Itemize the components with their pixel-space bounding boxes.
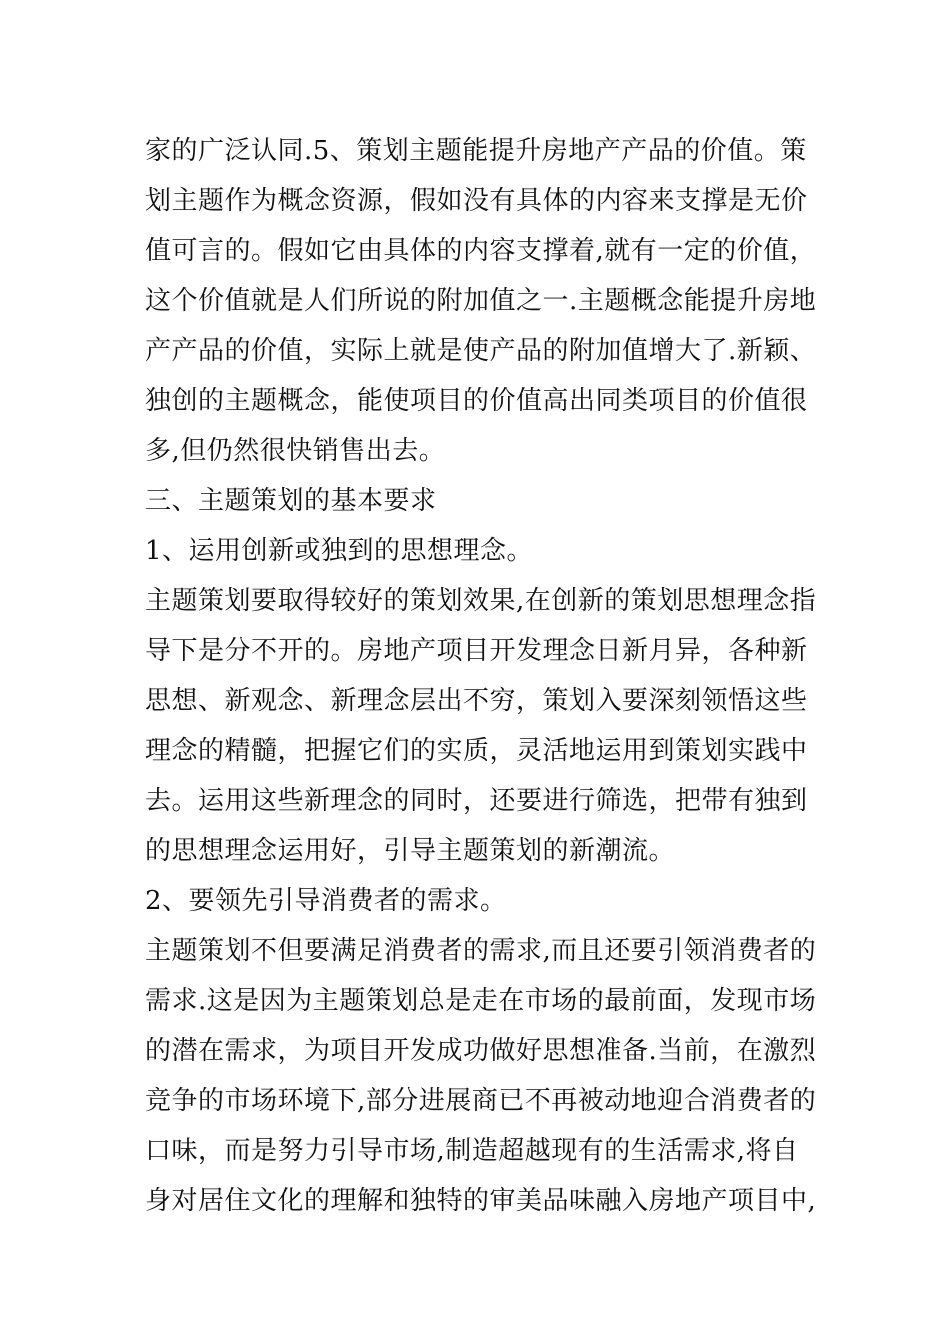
text-line: 划主题作为概念资源，假如没有具体的内容来支撑是无价 [145, 186, 808, 216]
text-line: 的思想理念运用好，引导主题策划的新潮流。 [145, 836, 676, 866]
text-line: 竞争的市场环境下,部分进展商已不再被动地迎合消费者的 [145, 1086, 817, 1116]
text-line: 去。运用这些新理念的同时，还要进行筛选，把带有独到 [145, 786, 808, 816]
text-line: 思想、新观念、新理念层出不穷，策划入要深刻领悟这些 [145, 686, 808, 716]
text-line: 产产品的价值，实际上就是使产品的附加值增大了.新颖、 [145, 336, 817, 366]
subsection-heading: 2、要领先引导消费者的需求。 [145, 886, 507, 916]
text-line: 需求.这是因为主题策划总是走在市场的最前面，发现市场 [145, 986, 817, 1016]
subsection-heading: 1、运用创新或独到的思想理念。 [145, 536, 534, 566]
text-line: 的潜在需求，为项目开发成功做好思想准备.当前，在激烈 [145, 1036, 817, 1066]
text-line: 口味，而是努力引导市场,制造超越现有的生活需求,将自 [145, 1136, 799, 1166]
text-line: 主题策划要取得较好的策划效果,在创新的策划思想理念指 [145, 586, 817, 616]
text-line: 家的广泛认同.5、策划主题能提升房地产产品的价值。策 [145, 136, 807, 166]
text-line: 主题策划不但要满足消费者的需求,而且还要引领消费者的 [145, 936, 817, 966]
text-line: 值可言的。假如它由具体的内容支撑着,就有一定的价值， [145, 236, 817, 266]
text-line: 这个价值就是人们所说的附加值之一.主题概念能提升房地 [145, 286, 817, 316]
text-line: 身对居住文化的理解和独特的审美品味融入房地产项目中, [145, 1186, 817, 1216]
text-line: 多,但仍然很快销售出去。 [145, 436, 446, 466]
text-line: 独创的主题概念，能使项目的价值高出同类项目的价值很 [145, 386, 808, 416]
text-line: 导下是分不开的。房地产项目开发理念日新月异，各种新 [145, 636, 808, 666]
document-body [145, 126, 817, 1226]
text-line: 理念的精髓，把握它们的实质，灵活地运用到策划实践中 [145, 736, 808, 766]
section-heading: 三、主题策划的基本要求 [145, 486, 437, 516]
